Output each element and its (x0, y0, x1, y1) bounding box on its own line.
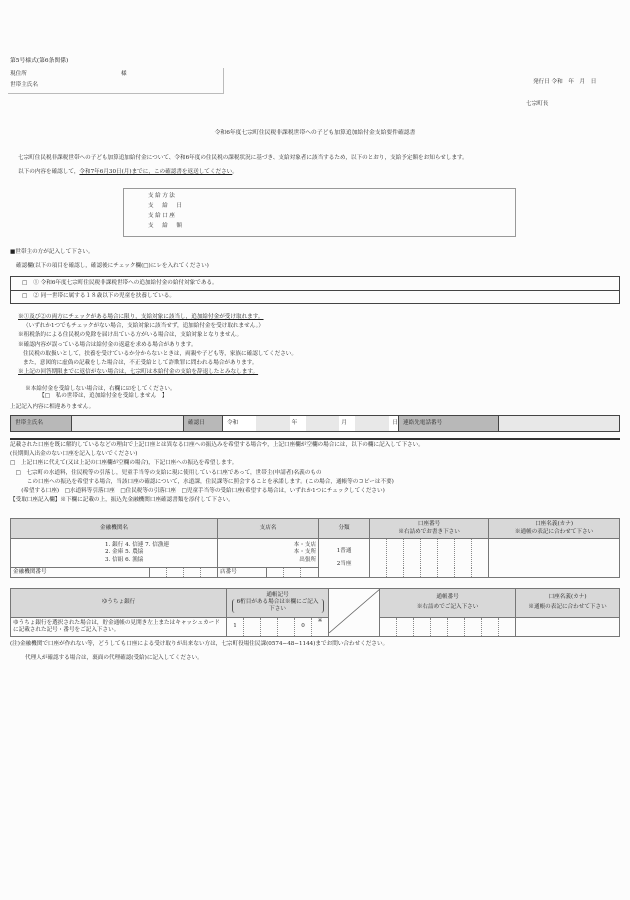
year-input[interactable] (256, 416, 290, 431)
account-note: この口座への振込を希望する場合，当該口座の確認について，水道課，住民課等に照会することを承諾します。(この場合，通帳等のコピーは不要) (10, 478, 394, 485)
account-number-header: 口座番号 ※右詰めでお書き下さい (370, 519, 489, 539)
yucho-bank-table (10, 588, 620, 637)
intro-line-1: 七宗町住民税非課税世帯への子ども加算追加給付金について、令和6年度の住民税の課税状況に基づき、支給対象者に該当するため，以下のとおり，支給予定額をお知らせします。 (18, 155, 468, 161)
yucho-bank-label: ゆうちょ銀行 (11, 589, 227, 618)
form-number: 第5号様式(第6条関係) (10, 58, 69, 64)
passbook-digit[interactable] (499, 617, 516, 637)
account-name-header: 口座名義(カナ) ※通帳の表記に合わせて下さい (489, 519, 620, 539)
account-name-input[interactable] (489, 539, 620, 578)
address-label: 現住所 (10, 71, 27, 77)
confirmation-checklist (10, 276, 620, 304)
checkbox-eligible[interactable]: □ (22, 279, 28, 286)
yucho-account-name-header: 口座名義(カナ) ※通帳の表記に合わせて下さい (516, 589, 620, 618)
proxy-note: 代理人が確認する場合は，裏面の代理確認(受給)に記入してください。 (25, 655, 203, 661)
document-title: 令和6年度七宗町住民税非課税世帯への子ども加算追加給付金支給要件確認書 (214, 130, 416, 136)
account-digit[interactable] (421, 539, 438, 578)
check-row-2 (11, 290, 619, 303)
branch-code-digit[interactable] (284, 568, 301, 578)
note: 住民税の取扱いとして，扶養を受けているか分からないときは，両親や子ども等，家族に確認してください。 (23, 350, 297, 357)
payment-account-label: 支給口座 (148, 213, 177, 219)
footer-note: (注)金融機関で口座が作れない等，どうしても口座による受け取りが出来ない方は，七宗町役場住民課(0574−48−1144)までお問い合わせください。 (10, 641, 389, 647)
day-label: 日 (392, 419, 399, 426)
symbol-digit-6[interactable]: ※ (312, 617, 329, 637)
yucho-instruction: ゆうちょ銀行を選択された場合は，貯金通帳の見開き左上またはキャッシュカードに記載された記号・番号をご記入下さい。 (11, 617, 227, 637)
section-heading: ■世帯主の方が記入して下さい。 (10, 249, 94, 255)
account-digit[interactable] (387, 539, 404, 578)
notes-list (18, 314, 297, 399)
issue-date: 発行日 令和 年 月 日 (533, 79, 597, 85)
decline-row (18, 378, 297, 399)
householder-name-input[interactable] (72, 416, 184, 431)
householder-name-label: 世帯主氏名 (11, 416, 72, 431)
passbook-digit[interactable] (431, 617, 448, 637)
account-option-existing[interactable]: □ 七宗町の水道料，住民税等の引落し，児童手当等の支給に現に使用している口座であって，世帯主(申請者)名義のもの (10, 469, 322, 476)
payment-method-label: 支給方法 (148, 193, 177, 199)
payment-info-box (123, 188, 516, 237)
branch-code-digit[interactable] (301, 568, 319, 578)
check-text-eligible: ① 令和6年度七宗町住民税非課税世帯への追加給付金の給付対象である。 (33, 279, 218, 286)
branch-code-digit[interactable] (267, 568, 284, 578)
passbook-digit[interactable] (465, 617, 482, 637)
note: ※確認内容が誤っている場合は給付金の返還を求める場合があります。 (18, 341, 197, 348)
agreement-text: 上記記入内容に相違ありません。 (10, 404, 95, 410)
month-input-spacer[interactable] (306, 416, 340, 431)
check-row-1 (11, 277, 619, 290)
year-label: 年 (291, 419, 298, 426)
checkbox-dependent-child[interactable]: □ (22, 293, 28, 300)
slash-cell (329, 589, 380, 637)
passbook-digit[interactable] (380, 617, 397, 637)
symbol-digit[interactable] (278, 617, 295, 637)
account-preferred-options[interactable]: (希望する口座) □水道料等引落口座 □住民税等の引落口座 □児童手当等の受給口座(希望する場合は，いずれか1つにチェックしてください) (10, 487, 385, 494)
intro-suffix: 。 (232, 169, 238, 175)
account-note: (長期間入出金のない口座を記入しないでください) (10, 451, 138, 458)
confirm-instruction: 確認欄(以下の項目を確認し，確認後にチェック欄(□)にレを入れてください) (16, 263, 209, 269)
passbook-digit[interactable] (397, 617, 414, 637)
institution-type-options[interactable]: 1. 銀行 4. 信連 7. 信漁連 2. 金庫 5. 農協 3. 信組 6. 漁協 (11, 539, 218, 568)
passbook-digit[interactable] (414, 617, 431, 637)
payment-date-label: 支 給 日 (148, 203, 184, 209)
account-digit[interactable] (404, 539, 421, 578)
institution-header: 金融機関名 (11, 519, 218, 539)
institution-code-digit[interactable] (184, 568, 201, 578)
note: ※上記の回答期限までに返信がない場合は，七宗町は本給付金の支給を辞退したとみなします。 (18, 369, 259, 376)
honorific: 様 (121, 71, 127, 77)
bank-account-table (10, 518, 620, 578)
note: （いずれか1つでもチェックがない場合，支給対象に該当せず，追加給付金を受け取れません。） (23, 323, 265, 330)
symbol-digit[interactable] (244, 617, 261, 637)
month-label: 月 (341, 419, 347, 426)
check-text-dependent-child: ② 同一世帯に属する１８歳以下の児童を扶養している。 (33, 293, 175, 300)
account-digit[interactable] (438, 539, 455, 578)
account-option-alternate[interactable]: □ 上記口座に代えて(又は上記の口座欄が空欄の場合)，下記口座への振込を希望します。 (10, 460, 238, 467)
type-header: 分類 (319, 519, 370, 539)
branch-code-label: 店番号 (218, 568, 267, 578)
signature-table (10, 415, 620, 432)
address-box (8, 68, 224, 94)
passbook-number-header: 通帳番号 ※右詰めでご記入下さい (380, 589, 516, 618)
institution-code-digit[interactable] (150, 568, 167, 578)
confirm-date-label: 確認日 (184, 416, 223, 431)
account-type-options[interactable]: 1普通 2当座 (319, 539, 370, 578)
phone-label: 連絡先電話番号 (399, 416, 499, 431)
branch-type-options[interactable]: 本・支店 本・支所 出張所 (218, 539, 319, 568)
institution-code-digit[interactable] (167, 568, 184, 578)
institution-code-label: 金融機関番号 (11, 568, 150, 578)
account-note: 記載された口座を既に解約しているなどの理由で上記口座とは異なる口座への振込みを希望する場合や，上記口座欄が空欄の場合には，以下の欄に記入して下さい。 (10, 442, 424, 448)
account-change-notes (10, 442, 424, 506)
decline-checkbox[interactable]: 【□ 私の世帯は，追加給付金を受給しません 】 (39, 392, 168, 399)
diagonal-slash-icon (329, 589, 380, 633)
note: ※本給付金を受給しない場合は，右欄に☑をしてください。 (25, 385, 176, 392)
passbook-symbol-header: 通帳記号 6桁目がある場合は※欄にご記入下さい (227, 589, 329, 618)
account-digit[interactable] (455, 539, 472, 578)
day-input[interactable] (355, 416, 389, 431)
account-digit[interactable] (370, 539, 387, 578)
institution-code-digit[interactable] (201, 568, 218, 578)
issuer: 七宗町長 (526, 101, 549, 107)
symbol-digit[interactable] (261, 617, 278, 637)
deadline-text: 令和7年6月30日(月)までに，この確認書を返送してください (79, 169, 233, 175)
yucho-account-name-input[interactable] (516, 617, 620, 637)
symbol-digit-1: 1 (227, 617, 244, 637)
intro-prefix: 以下の内容を確認して， (18, 169, 80, 175)
confirm-date-field (223, 416, 399, 431)
section-divider (10, 438, 620, 440)
branch-header: 支店名 (218, 519, 319, 539)
payment-amount-label: 支 給 額 (148, 223, 184, 229)
account-digit[interactable] (472, 539, 489, 578)
intro-line-2 (18, 169, 238, 176)
passbook-digit[interactable] (482, 617, 499, 637)
era-label: 令和 (227, 419, 239, 426)
note: ※租税条約による住民税の免除を届け出ている方がいる場合は，支給対象となりません。 (18, 332, 243, 339)
phone-input[interactable] (499, 416, 619, 431)
householder-label: 世帯主氏名 (10, 82, 38, 88)
note: ※①及び②の両方にチェックがある場合に限り，支給対象に該当し，追加給付金が受け取れます。 (18, 314, 264, 320)
symbol-digit-5: 0 (295, 617, 312, 637)
passbook-digit[interactable] (448, 617, 465, 637)
account-entry-heading: 【受取口座記入欄】※下欄に記載の上，振込先金融機関口座確認書類を添付して下さい。 (10, 497, 234, 504)
note: また，意図的に虚偽の記載をした場合は，不正受給として詐欺罪に問われる場合があります。 (23, 359, 258, 366)
